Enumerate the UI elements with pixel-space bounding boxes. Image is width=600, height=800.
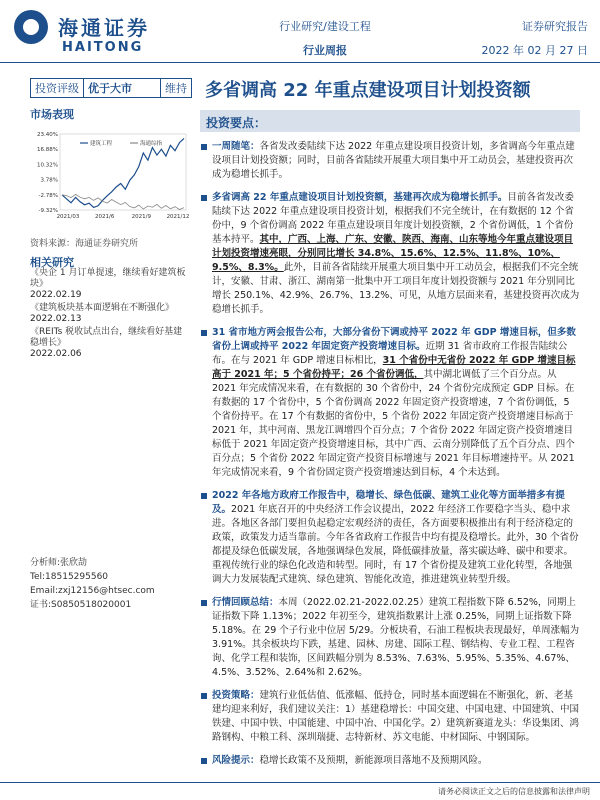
market-chart: [30, 128, 190, 228]
analyst-tel: Tel:18515295560: [30, 572, 109, 582]
para-lead: 风险提示：: [212, 755, 260, 766]
analyst-cert: 证书:S0850518020001: [30, 600, 132, 610]
para-text: 本周（2022.02.21-2022.02.25）建筑工程指数下降 6.52%，同期上证指数下降 1.13%；2022 年初至今，建筑指数累计上涨 0.25%，同期上证指数下降 5.18%。在 29 个子行业中位居 5/29。分板块看，石油工程板块表现最好，单周涨幅为 3.91%。其余板块均下跌，基建、园林、房建、国际工程、钢结构、专业工程、工程咨询、化学工程和装饰，区间跌幅分别为 8.53%、7.63%、5.95%、5.35%、4.67%、4.5%、3.52%、2.64%和 2.62%。: [212, 597, 580, 678]
y-tick-label: 16.88%: [37, 147, 58, 154]
y-tick-label: 10.32%: [37, 162, 58, 169]
rating-box: [30, 78, 192, 98]
related-item[interactable]: [30, 303, 190, 325]
paragraph-policy: [200, 489, 580, 587]
para-text: 稳增长政策不及预期，新能源项目落地不及预期风险。: [259, 755, 488, 766]
paragraph-gdp: [200, 326, 580, 480]
x-tick-label: 2021/12: [166, 214, 190, 220]
legend-label: 建筑工程: [90, 141, 113, 147]
y-tick-label: -2.78%: [38, 192, 58, 199]
footer-divider: [0, 782, 600, 783]
key-points-title: 投资要点：: [206, 116, 267, 130]
key-points-header: [200, 110, 580, 132]
para-lead: 多省调高 22 年重点建设项目计划投资额，基建再次成为稳增长抓手。: [212, 192, 508, 203]
chart-frame: [60, 134, 186, 210]
rating-label: 投资评级: [31, 79, 84, 97]
para-lead: 投资策略：: [212, 690, 260, 701]
para-text: 目前各省发改委陆续下达 2022 年重点建设项目投资计划，根据我们不完全统计，在有数据的 12 个省份中，9 个省份调高 2022 年重点建设项目年度计划投资额，2 个省份调低，1 个省份基本持平。: [212, 192, 574, 245]
analyst-info: [30, 556, 190, 612]
para-lead: 31 省市地方两会报告公布，大部分省份下调或持平 2022 年 GDP 增速目标，但多数省份上调或持平 2022 年固定资产投资增速目标。: [212, 327, 576, 352]
related-item[interactable]: [30, 268, 190, 301]
report-type: 行业周报: [303, 44, 347, 57]
analyst-email[interactable]: Email:zxj12156@htsec.com: [30, 586, 155, 596]
para-lead: 一周随笔：: [212, 141, 260, 152]
x-tick-label: 2021/03: [56, 214, 80, 220]
report-kind: 证券研究报告: [522, 20, 588, 33]
para-lead: 2022 年各地方政府工作报告中，稳增长、绿色低碳、建筑工业化等方面举措多有提及。: [212, 490, 565, 515]
y-tick-label: 3.78%: [40, 177, 58, 184]
key-points-body: [200, 140, 580, 777]
haitong-logo: [14, 6, 184, 62]
logo-en: HAITONG: [62, 40, 144, 55]
market-heading: 市场表现: [30, 108, 74, 121]
related-list: [30, 268, 190, 362]
paragraph-risk: [200, 754, 580, 768]
related-title: 《建筑板块基本面逻辑在不断强化》: [30, 303, 175, 313]
para-lead: 行情回顾总结：: [212, 597, 279, 608]
para-tail: 其中湖北调低了三个百分点。从 2021 年完成情况来看，在有数据的 30 个省份中，24 个省份完成预定 GDP 目标。在有数据的 17 个省份中，5 个省份调高 2022 年固定资产投资增速，7 个省份调低，5 个省份持平。在 17 个有数据的省份中，5 个省份 2022 年固定资产投资增速目标高于 2021 年，其中河南、黑龙江调增四个百分点；7 个省份 2022 年固定资产投资增速目标低于 2021 年固定资产投资增速目标，其中广西、云南分别降低了五个百分点、四个百分点；5 个省份 2022 年固定资产投资目标增速与 2021 年目标增速持平。从 2021 年完成情况来看，9 个省份固定资产投资增速达到目标，4 个未达到。: [212, 369, 575, 478]
legend-label: 海通综指: [140, 141, 163, 147]
x-tick-label: 2021/9: [131, 214, 152, 220]
related-title: 《央企 1 月订单提速，继续看好建筑板块》: [30, 268, 186, 289]
y-tick-label: 23.40%: [37, 132, 58, 138]
para-highlight: 其中，广西、上海、广东、安徽、陕西、海南、山东等地今年重点建设项目计划投资增速亮眼，分别同比增长 34.8%、15.6%、12.5%、11.8%、10%、9.5%、8.3%。: [212, 234, 574, 273]
related-date: 2022.02.13: [30, 314, 82, 324]
para-text: 近期 31 省市政府工作报告陆续公布。在与 2021 年 GDP 增速目标相比，: [212, 341, 568, 366]
rating-value: 优于大市: [84, 79, 161, 97]
logo-cn: 海通证券: [58, 16, 150, 40]
para-tail: 此外，目前各省陆续开展重大项目集中开工动员会，根据我们不完全统计，安徽、甘肃、浙江、湖南第一批集中开工项目年度计划投资额与 2021 年分别同比增长 250.1%、42.9%、26.7%、13.2%、可见，从地方层面来看，基建投资再次成为稳增长抓手。: [212, 262, 580, 315]
paragraph-weekly: [200, 140, 580, 182]
analyst-name: 分析师:张欣劼: [30, 558, 88, 568]
footer-disclaimer: 请务必阅读正文之后的信息披露和法律声明: [438, 787, 590, 796]
related-heading: 相关研究: [30, 256, 74, 269]
rating-action: 维持: [165, 82, 187, 95]
related-date: 2022.02.19: [30, 290, 82, 300]
report-title: 多省调高 22 年重点建设项目计划投资额: [205, 80, 531, 101]
para-text: 2021 年底召开的中央经济工作会议提出，2022 年经济工作要稳字当头、稳中求进。各地区各部门要担负起稳定宏观经济的责任，各方面要积极推出有利于经济稳定的政策，政策发力适当靠前。今年各省政府工作报告中均有提及稳增长。此外，30 个省份都提及绿色低碳发展，各地强调绿色发展，降低碳排放量，落实碳达峰、碳中和要求。重视传统行业的绿色化改造和转型。同时，有 17 个省份提及建筑工业化转型，各地强调大力发展装配式建筑、绿色建筑、智能化改造，推进建筑业转型升级。: [212, 504, 579, 585]
para-highlight: 31 个省份中无省份 2022 年 GDP 增速目标高于 2021 年；5 个省份持平；26 个省份调低，: [212, 355, 576, 380]
paragraph-market-review: [200, 596, 580, 680]
para-text: 各省发改委陆续下达 2022 年重点建设项目投资计划，多省调高今年重点建设项目计划投资额；同时，目前各省陆续开展重大项目集中开工动员会，基建投资再次成为稳增长抓手。: [212, 141, 575, 180]
report-date: 2022 年 02 月 27 日: [481, 44, 588, 57]
header-right: [470, 18, 588, 58]
header-category: [270, 18, 380, 58]
logo-mark-icon: [14, 10, 48, 44]
para-text: 建筑行业低估值、低涨幅、低持仓，同时基本面逻辑在不断强化，新、老基建均迎来利好，我们建议关注：1）基建稳增长：中国交建、中国电建、中国建筑、中国铁建、中国中铁、中国能建、中国中冶、中国化学。2）建筑新赛道龙头：华设集团、鸿路钢构、中粮工科、深圳瑞捷、志特新材、苏文电能、中材国际、中钢国际。: [212, 690, 580, 743]
report-category: 行业研究/建设工程: [279, 20, 371, 33]
y-tick-label: -9.32%: [38, 208, 58, 214]
related-item[interactable]: [30, 327, 190, 360]
related-title: 《REITs 税收试点出台，继续看好基建稳增长》: [30, 327, 183, 348]
related-date: 2022.02.06: [30, 349, 82, 359]
chart-source: 资料来源：海通证券研究所: [30, 239, 139, 249]
paragraph-provinces: [200, 191, 580, 317]
header-divider: [0, 62, 600, 63]
x-tick-label: 2021/6: [94, 214, 115, 220]
paragraph-strategy: [200, 689, 580, 745]
